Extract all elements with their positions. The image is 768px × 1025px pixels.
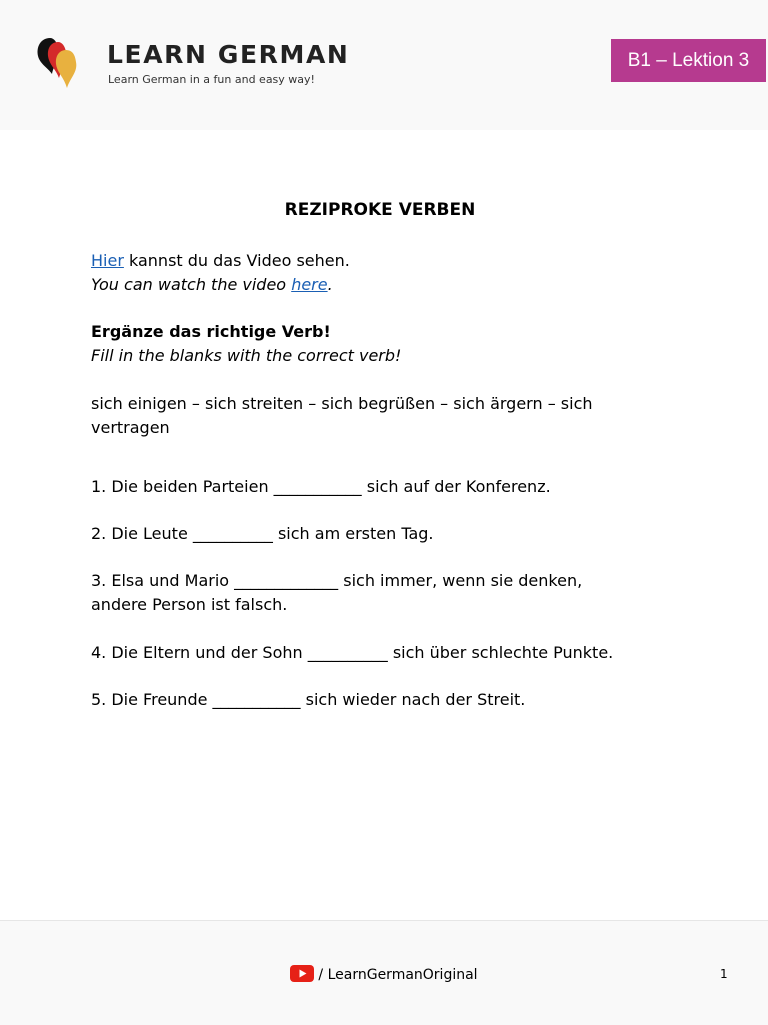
instruction-en: Fill in the blanks with the correct verb! <box>91 346 402 365</box>
brand-title: LEARN GERMAN <box>107 40 350 69</box>
exercise-item: 1. Die beiden Parteien ___________ sich auf der Konferenz. <box>91 477 551 496</box>
youtube-icon[interactable] <box>290 965 314 982</box>
brand-tagline: Learn German in a fun and easy way! <box>108 73 315 86</box>
exercise-item: 2. Die Leute __________ sich am ersten Tag. <box>91 524 434 543</box>
word-bank-line: vertragen <box>91 418 170 437</box>
video-text-en-end: . <box>327 275 333 294</box>
exercise-item: 4. Die Eltern und der Sohn __________ sich über schlechte Punkte. <box>91 643 614 662</box>
page-footer <box>0 920 768 1025</box>
instruction-de: Ergänze das richtige Verb! <box>91 322 331 341</box>
exercise-item: 5. Die Freunde ___________ sich wieder nach der Streit. <box>91 690 526 709</box>
lesson-badge: B1 – Lektion 3 <box>611 39 766 82</box>
video-link-en[interactable]: here <box>291 275 328 294</box>
video-line-de <box>91 251 350 270</box>
exercise-item-continuation: andere Person ist falsch. <box>91 595 288 614</box>
page-number: 1 <box>720 967 728 981</box>
video-text-de: kannst du das Video sehen. <box>123 251 350 270</box>
exercise-item: 3. Elsa und Mario _____________ sich immer, wenn sie denken, <box>91 571 583 590</box>
video-line-en <box>91 275 333 294</box>
logo-icon <box>36 34 82 90</box>
footer-channel <box>0 965 768 983</box>
footer-channel-name: / LearnGermanOriginal <box>318 967 478 983</box>
video-text-en: You can watch the video <box>91 275 292 294</box>
video-link-de[interactable]: Hier <box>91 251 124 270</box>
worksheet-title: REZIPROKE VERBEN <box>284 200 476 220</box>
word-bank-line: sich einigen – sich streiten – sich begrüßen – sich ärgern – sich <box>91 394 593 413</box>
page-header <box>0 0 768 130</box>
